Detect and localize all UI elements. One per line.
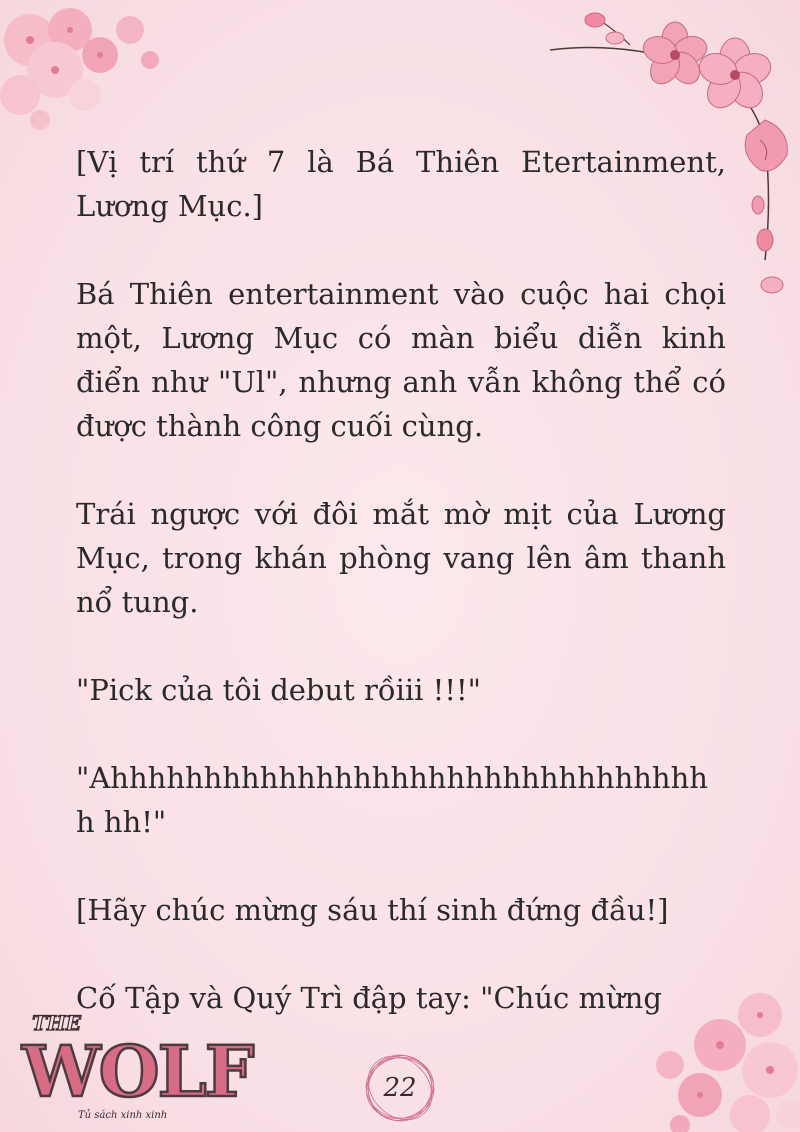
paragraph: "Pick của tôi debut rồiii !!!" bbox=[76, 673, 481, 707]
logo-subtitle: Tủ sách xinh xinh bbox=[78, 1110, 168, 1121]
the-wolf-logo bbox=[18, 1006, 273, 1124]
paragraph: Bá Thiên entertainment vào cuộc hai chọi một, Lương Mục có màn biểu diễn kinh điển như "Ul", nhưng anh vẫn không thể có được thành công cuối cùng. bbox=[76, 277, 726, 443]
paragraph: Cố Tập và Quý Trì đập tay: "Chúc mừng bbox=[76, 981, 662, 1015]
paragraph: [Vị trí thứ 7 là Bá Thiên Etertainment, Lương Mục.] bbox=[76, 145, 726, 223]
logo-top-text: THE bbox=[32, 1011, 82, 1035]
paragraph: Trái ngược với đôi mắt mờ mịt của Lương Mục, trong khán phòng vang lên âm thanh nổ tung. bbox=[76, 497, 726, 619]
logo-main-text: WOLF bbox=[22, 1030, 253, 1113]
page-number: 22 bbox=[383, 1073, 417, 1103]
chapter-text bbox=[76, 140, 726, 1020]
blossom-top-left-decoration bbox=[0, 0, 180, 140]
paragraph: "Ahhhhhhhhhhhhhhhhhhhhhhhhhhhhhhhhh hh!" bbox=[76, 761, 708, 839]
paragraph: [Hãy chúc mừng sáu thí sinh đứng đầu!] bbox=[76, 893, 669, 927]
page-number-badge bbox=[360, 1048, 440, 1128]
